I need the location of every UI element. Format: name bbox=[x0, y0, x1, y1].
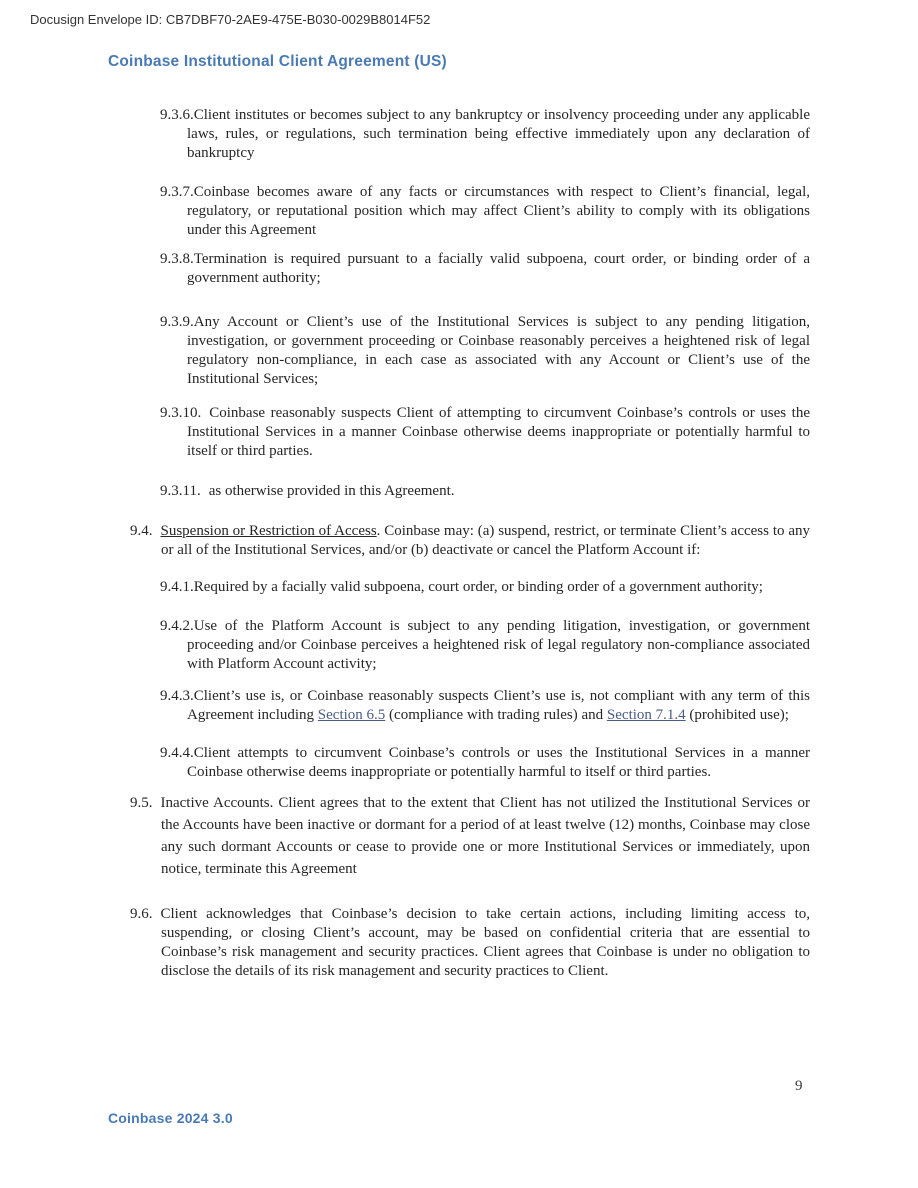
clause-text: as otherwise provided in this Agreement. bbox=[208, 483, 455, 499]
clause-number: 9.4.1. bbox=[160, 579, 194, 595]
docusign-envelope-id: Docusign Envelope ID: CB7DBF70-2AE9-475E-B030-0029B8014F52 bbox=[30, 12, 431, 27]
clause-heading-suspension-or-restriction: Suspension or Restriction of Access bbox=[160, 523, 377, 539]
clause-text: Coinbase becomes aware of any facts or circumstances with respect to Client’s financial, legal, regulatory, or reputational position which may affect Client’s ability to comply with its obligations under this Agreement bbox=[187, 184, 810, 238]
clause-text: Client institutes or becomes subject to any bankruptcy or insolvency proceeding under any applicable laws, rules, or regulations, such termination being effective immediately upon any declaration of bankruptcy bbox=[187, 107, 810, 161]
page-number: 9 bbox=[795, 1078, 803, 1094]
link-section-6-5[interactable]: Section 6.5 bbox=[317, 707, 386, 723]
clause-9-4-1 bbox=[160, 578, 810, 597]
page-title: Coinbase Institutional Client Agreement (US) bbox=[108, 53, 447, 70]
clause-number: 9.5. bbox=[130, 795, 153, 811]
clause-text: Use of the Platform Account is subject to any pending litigation, investigation, or government proceeding and/or Coinbase perceives a heightened risk of legal regulatory non-compliance associated with Platform Account activity; bbox=[187, 618, 810, 672]
clause-text: Inactive Accounts. Client agrees that to the extent that Client has not utilized the Institutional Services or the Accounts have been inactive or dormant for a period of at least twelve (12) months, Coinbase may close any such dormant Accounts or cease to provide one or more Institutional Services or immediately, upon notice, terminate this Agreement bbox=[160, 795, 810, 877]
footer-version: Coinbase 2024 3.0 bbox=[108, 1110, 233, 1126]
clause-text: Client’s use is, or Coinbase reasonably suspects Client’s use is, not compliant with any term of this Agreement including bbox=[187, 688, 810, 723]
clause-9-6 bbox=[130, 905, 810, 981]
clause-number: 9.3.8. bbox=[160, 251, 194, 267]
clause-text: Termination is required pursuant to a facially valid subpoena, court order, or binding order of a government authority; bbox=[187, 251, 810, 286]
clause-number: 9.4.3. bbox=[160, 688, 194, 704]
clause-number: 9.3.11. bbox=[160, 483, 201, 499]
clause-9-4 bbox=[130, 522, 810, 560]
clause-text: Any Account or Client’s use of the Institutional Services is subject to any pending litigation, investigation, or government proceeding or Coinbase reasonably perceives a heightened risk of legal regulatory non-compliance, in each case as associated with any Account or Client’s use of the Institutional Services; bbox=[187, 314, 810, 387]
clause-text: (compliance with trading rules) and bbox=[385, 707, 607, 723]
clause-9-3-10 bbox=[160, 404, 810, 461]
clause-9-5 bbox=[130, 792, 810, 880]
clause-number: 9.4.4. bbox=[160, 745, 194, 761]
clause-9-4-2 bbox=[160, 617, 810, 674]
clause-text: (prohibited use); bbox=[685, 707, 789, 723]
clause-text: . Coinbase may: (a) suspend, restrict, or terminate Client’s access to any or all of the Institutional Services, and/or (b) deactivate or cancel the Platform Account if: bbox=[161, 523, 810, 558]
clause-number: 9.3.7. bbox=[160, 184, 194, 200]
clause-9-3-7 bbox=[160, 183, 810, 240]
clause-number: 9.3.10. bbox=[160, 405, 202, 421]
clause-text: Required by a facially valid subpoena, court order, or binding order of a government authority; bbox=[193, 579, 763, 595]
clause-9-3-9 bbox=[160, 313, 810, 389]
clause-number: 9.4. bbox=[130, 523, 153, 539]
clause-text: Client acknowledges that Coinbase’s decision to take certain actions, including limiting access to, suspending, or closing Client’s account, may be based on confidential criteria that are essential to Coinbase’s risk management and security practices. Client agrees that Coinbase is under no obligation to disclose the details of its risk management and security practices to Client. bbox=[160, 906, 810, 979]
clause-text: Coinbase reasonably suspects Client of attempting to circumvent Coinbase’s controls or uses the Institutional Services in a manner Coinbase otherwise deems inappropriate or potentially harmful to itself or third parties. bbox=[187, 405, 810, 459]
clause-number: 9.3.6. bbox=[160, 107, 194, 123]
clause-number: 9.3.9. bbox=[160, 314, 194, 330]
clause-number: 9.6. bbox=[130, 906, 153, 922]
clause-9-3-8 bbox=[160, 250, 810, 288]
clause-text: Client attempts to circumvent Coinbase’s controls or uses the Institutional Services in a manner Coinbase otherwise deems inappropriate or potentially harmful to itself or third parties. bbox=[187, 745, 810, 780]
clause-number: 9.4.2. bbox=[160, 618, 194, 634]
clause-9-3-11 bbox=[160, 482, 810, 501]
clause-9-3-6 bbox=[160, 106, 810, 163]
clause-9-4-4 bbox=[160, 744, 810, 782]
agreement-body bbox=[130, 106, 810, 981]
clause-9-4-3 bbox=[160, 687, 810, 725]
link-section-7-1-4[interactable]: Section 7.1.4 bbox=[606, 707, 686, 723]
